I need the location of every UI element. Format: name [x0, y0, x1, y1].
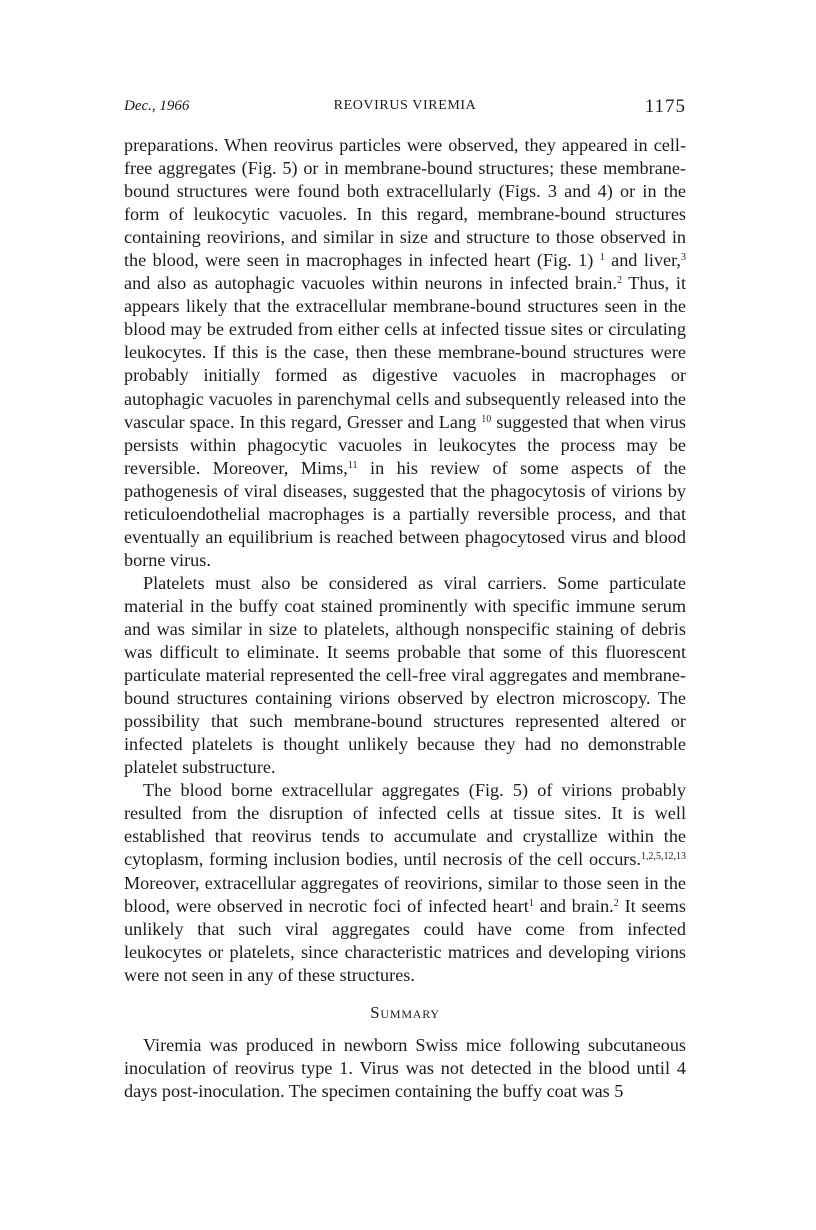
- section-title-summary: Summary: [370, 1002, 440, 1022]
- paragraph-4: Viremia was produced in newborn Swiss mice following subcutaneous inoculation of reovirus type 1. Virus was not detected in the blood until 4 days post-inoculation. The specimen containing the buffy coat was 5: [124, 1034, 686, 1101]
- header-title: REOVIRUS VIREMIA: [333, 98, 477, 113]
- citation: 1: [599, 252, 605, 264]
- citation: 10: [481, 413, 492, 425]
- citation: 1,2,5,12,13: [641, 851, 686, 863]
- citation: 2: [616, 275, 622, 287]
- body-text: [124, 134, 686, 1103]
- header-date: Dec., 1966: [124, 98, 190, 114]
- paragraph-2: Platelets must also be considered as viral carriers. Some particulate material in the buffy coat stained prominently with specific immune serum and was similar in size to platelets, although nonspecific staining of debris was difficult to eliminate. It seems probable that some of this fluorescent particulate material represented the cell-free viral aggregates and membrane-bound structures containing virions observed by electron microscopy. The possibility that such membrane-bound structures represented altered or infected platelets is thought unlikely because they had no demonstrable platelet substructure.: [124, 572, 686, 778]
- citation: 1: [528, 897, 534, 909]
- page-number: 1175: [644, 96, 686, 117]
- paragraph-1: preparations. When reovirus particles were observed, they appeared in cell-free aggregates (Fig. 5) or in membrane-bound structures; these membrane-bound structures were found both extracellularly (Figs. 3 and 4) or in the form of leukocytic vacuoles. In this regard, membrane-bound structures containing reovirions, and similar in size and structure to those observed in the blood, were seen in macrophages in infected heart (Fig. 1) $^1$ and liver,$^3$ and also as autophagic vacuoles within neurons in infected brain.$^2$ Thus, it appears likely that the extracellular membrane-bound structures seen in the blood may be extruded from either cells at infected tissue sites or circulating leukocytes. If this is the case, then these membrane-bound structures were probably initially formed as digestive vacuoles in macrophages or autophagic vacuoles in parenchymal cells and subsequently released into the vascular space. In this regard, Gresser and Lang $^{10}$ suggested that when virus persists within phagocytic vacuoles in leukocytes the process may be reversible. Moreover, Mims,$^{11}$ in his review of some aspects of the pathogenesis of viral diseases, suggested that the phagocytosis of virions by reticuloendothelial macrophages is a partially reversible process, and that eventually an equilibrium is reached between phagocytosed virus and blood borne virus.: [124, 135, 686, 570]
- paragraph-3: The blood borne extracellular aggregates (Fig. 5) of virions probably resulted from the disruption of infected cells at tissue sites. It is well established that reovirus tends to accumulate and crystallize within the cytoplasm, forming inclusion bodies, until necrosis of the cell occurs.$^{1,2,5,12,13}$ Moreover, extracellular aggregates of reovirions, similar to those seen in the blood, were observed in necrotic foci of infected heart$^1$ and brain.$^2$ It seems unlikely that such viral aggregates could have come from infected leukocytes or platelets, since characteristic matrices and developing virions were not seen in any of these structures.: [124, 780, 686, 985]
- citation: 3: [680, 252, 686, 264]
- citation: 11: [347, 459, 358, 471]
- citation: 2: [613, 897, 619, 909]
- running-header: [124, 96, 686, 120]
